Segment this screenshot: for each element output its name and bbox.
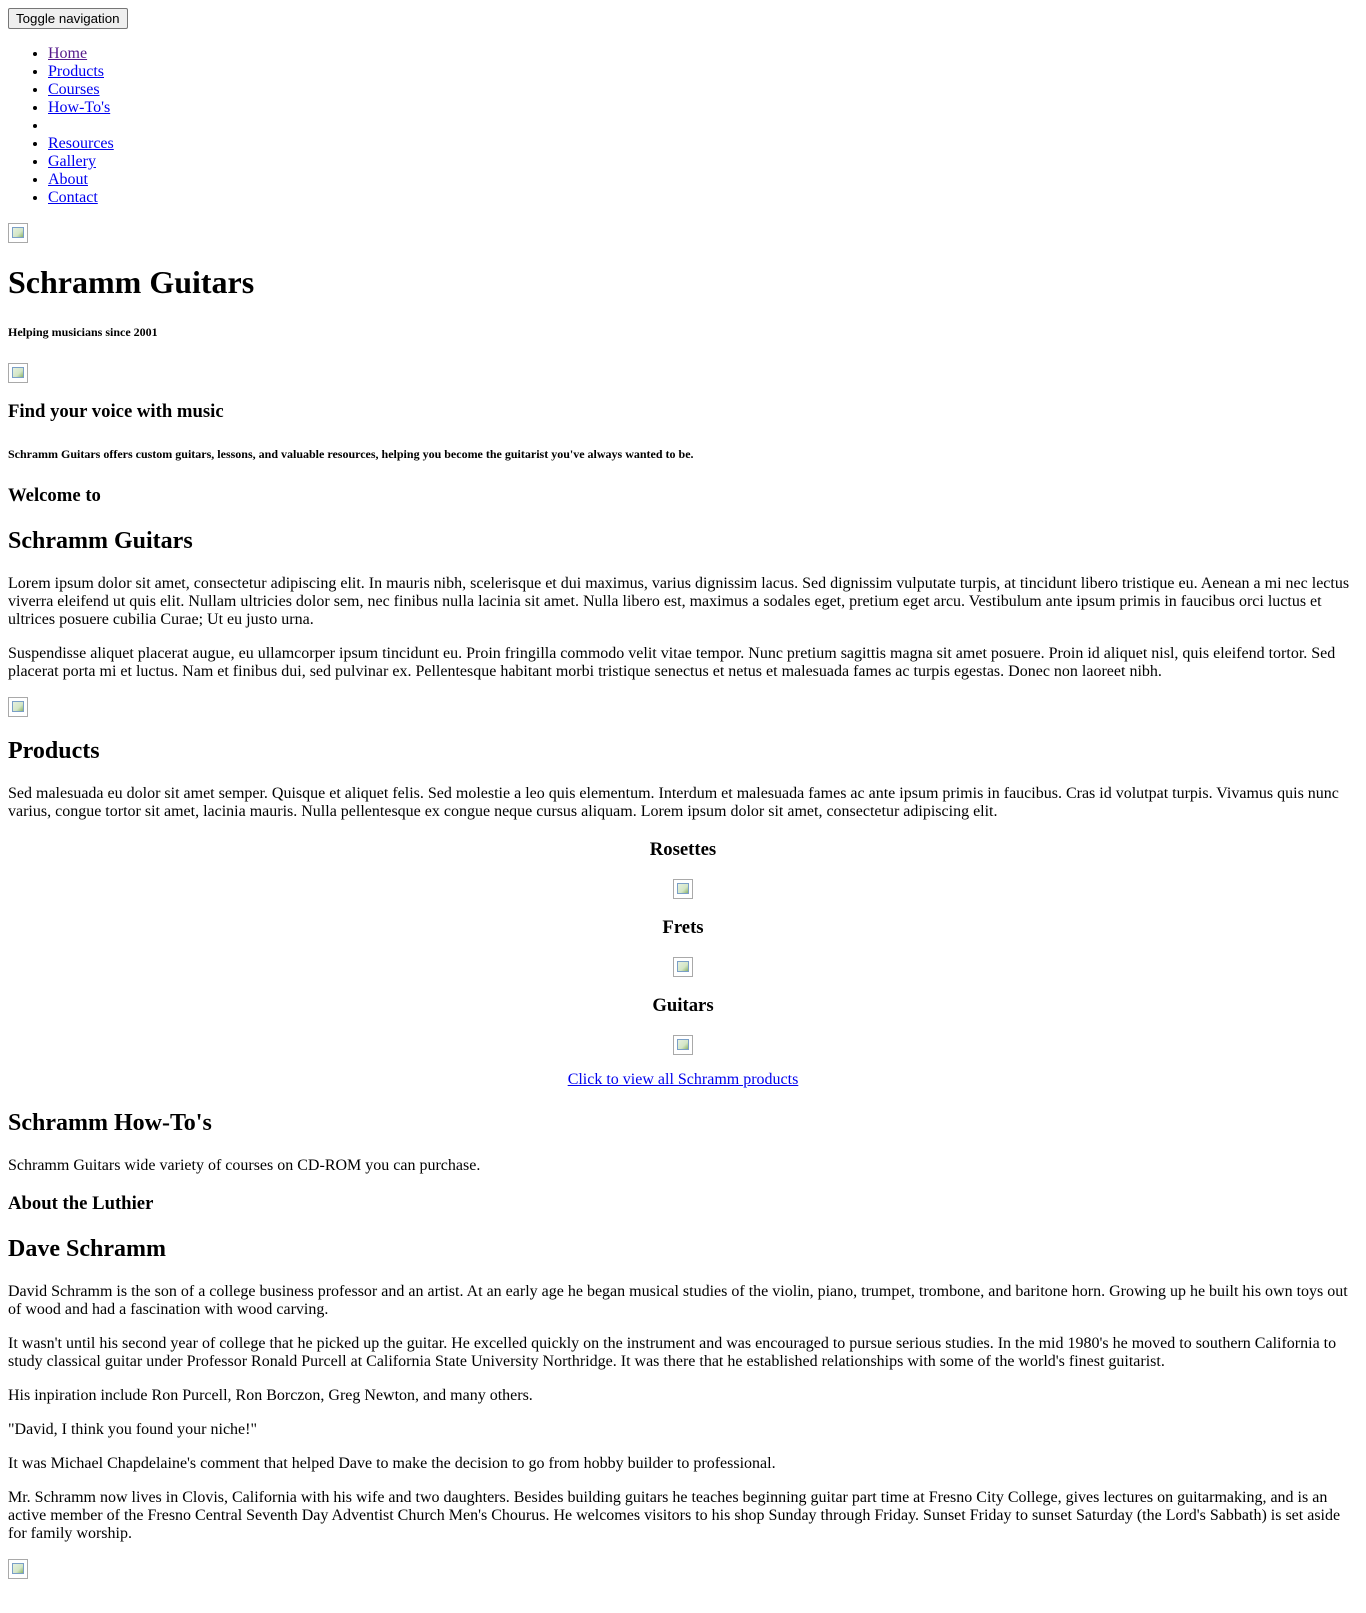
product-title-guitars: Guitars [652,995,714,1016]
product-title-rosettes: Rosettes [649,839,717,860]
nav-link-courses[interactable]: Courses [48,81,100,98]
products-list [8,839,1358,1089]
toggle-navigation-button[interactable]: Toggle navigation [8,8,128,29]
welcome-paragraph: Lorem ipsum dolor sit amet, consectetur adipiscing elit. In mauris nibh, scelerisque et dui maximus, varius dignissim lacus. Sed dignissim vulputate turpis, at tincidunt libero tristique eu. Aenean a mi nec lectus viverra eleifend ut quis elit. Nullam ultricies dolor sem, nec finibus nulla lacinia sit amet. Nulla libero est, maximus a sodales eget, pretium eget arcu. Vestibulum ante ipsum primis in faucibus orci luctus et ultrices posuere cubilia Curae; Ut eu justo urna. [8,575,1350,628]
luthier-paragraph: Mr. Schramm now lives in Clovis, California with his wife and two daughters. Besides building guitars he teaches beginning guitar part time at Fresno City College, gives lectures on guitarmaking, and is an active member of the Fresno Central Seventh Day Adventist Church Men's Chourus. He welcomes visitors to his shop Sunday through Friday. Sunset Friday to sunset Saturday (the Lord's Sabbath) is set aside for family worship. [8,1489,1341,1542]
hero-heading: Find your voice with music [8,401,224,422]
luthier-paragraph: It was Michael Chapdelaine's comment that helped Dave to make the decision to go from hobby builder to professional. [8,1455,776,1472]
site-title: Schramm Guitars [8,264,255,300]
nav-link-gallery[interactable]: Gallery [48,153,96,170]
nav-item-gallery [48,153,1358,171]
frets-image-icon[interactable] [673,957,693,977]
hero-image-icon [8,363,28,383]
nav-link-home[interactable]: Home [48,45,88,62]
nav-item-resources [48,135,1358,153]
welcome-paragraph: Suspendisse aliquet placerat augue, eu ullamcorper ipsum tincidunt eu. Proin fringilla commodo velit vitae tempor. Nunc pretium sagittis magna sit amet posuere. Proin id aliquet nisl, quis eleifend tortor. Sed placerat porta mi et luctus. Nam et finibus dui, sed pulvinar ex. Pellentesque habitant morbi tristique senectus et netus et malesuada fames ac turpis egestas. Donec non laoreet nibh. [8,645,1336,680]
nav-item-contact [48,189,1358,207]
welcome-kicker: Welcome to [8,485,101,506]
view-all-products-link[interactable]: Click to view all Schramm products [567,1071,799,1088]
nav-link-about[interactable]: About [48,171,88,188]
logo-image-icon [8,223,28,243]
site-tagline: Helping musicians since 2001 [8,325,158,339]
nav-item-products [48,63,1358,81]
luthier-quote: "David, I think you found your niche!" [8,1421,258,1438]
nav-link-resources[interactable]: Resources [48,135,114,152]
luthier-paragraph: David Schramm is the son of a college business professor and an artist. At an early age he began musical studies of the violin, piano, trumpet, trombone, and baritone horn. Growing up he built his own toys out of wood and had a fascination with wood carving. [8,1283,1348,1318]
nav-link-howtos[interactable]: How-To's [48,99,111,116]
luthier-paragraph: His inpiration include Ron Purcell, Ron Borczon, Greg Newton, and many others. [8,1387,533,1404]
guitars-image-icon[interactable] [673,1035,693,1055]
howtos-description: Schramm Guitars wide variety of courses on CD-ROM you can purchase. [8,1157,481,1174]
hero-subheading: Schramm Guitars offers custom guitars, lessons, and valuable resources, helping you become the guitarist you've always wanted to be. [8,447,694,461]
howtos-title: Schramm How-To's [8,1110,212,1136]
rosettes-image-icon[interactable] [673,879,693,899]
nav-item-howtos [48,99,1358,117]
nav-item-home [48,45,1358,63]
nav-item-about [48,171,1358,189]
nav-item-courses [48,81,1358,99]
products-image-icon [8,697,28,717]
footer-image-icon [8,1559,28,1579]
luthier-paragraph: It wasn't until his second year of college that he picked up the guitar. He excelled quickly on the instrument and was encouraged to pursue serious studies. In the mid 1980's he moved to southern California to study classical guitar under Professor Ronald Purcell at California State University Northridge. It was there that he established relationships with some of the world's finest guitarist. [8,1335,1337,1370]
main-nav [8,45,1358,207]
product-title-frets: Frets [662,917,704,938]
welcome-title: Schramm Guitars [8,528,193,554]
luthier-kicker: About the Luthier [8,1193,154,1214]
products-description: Sed malesuada eu dolor sit amet semper. Quisque et aliquet felis. Sed molestie a leo quis elementum. Interdum et malesuada fames ac ante ipsum primis in faucibus. Cras id volutpat turpis. Vivamus quis nunc varius, congue tortor sit amet, lacinia mauris. Nulla pellentesque ex congue neque cursus aliquam. Lorem ipsum dolor sit amet, consectetur adipiscing elit. [8,785,1339,820]
luthier-name: Dave Schramm [8,1236,166,1262]
products-title: Products [8,738,100,764]
nav-link-contact[interactable]: Contact [48,189,98,206]
nav-link-products[interactable]: Products [48,63,104,80]
nav-item-empty [48,117,1358,135]
